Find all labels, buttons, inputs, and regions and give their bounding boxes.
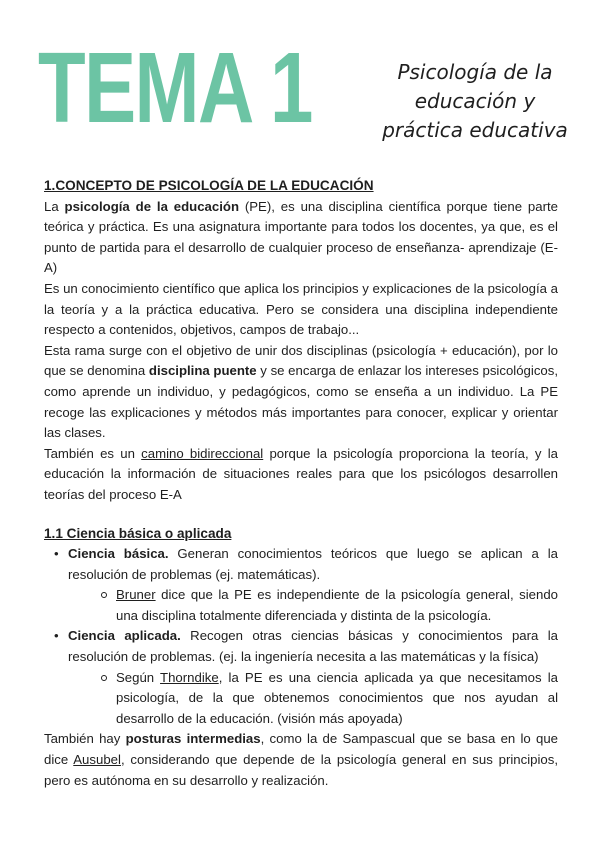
text-span: Recogen otras ciencias básicas y conocimientos para la resolución de problemas. (ej. la ingeniería necesita a las matemáticas y la física) [68,628,559,665]
paragraph-bidirectional [44,444,558,506]
page-header [0,0,600,160]
text-span: También es un [44,445,142,461]
text-span: , la PE es una ciencia aplicada ya que necesitamos la psicología, de la que obtenemos conocimientos que nos ayudan al desarrollo de la educación. (visión más apoyada) [116,669,558,726]
tema-subtitle [360,58,590,145]
paragraph-intermediate-positions [44,729,558,791]
text-span: porque la psicología proporciona la teoría, y la educación la información de situaciones reales para que los psicólogos desarrollen teorías del proceso E-A [44,445,558,502]
text-span: , considerando que depende de la psicología general en sus principios, pero es autónoma en su desarrollo y realización. [44,752,558,788]
text-span: , como la de Sampascual que se basa en lo que dice [44,731,559,768]
text-span: (PE), es una disciplina científica porque tiene parte teórica y práctica. Es una asignatura importante para todos los docentes, ya que, es el punto de partida para el desarrollo de cualquier proceso de enseñanza- aprendizaje (E-A) [44,198,558,276]
subtitle-line-2: educación y [414,89,536,113]
text-span: La [44,198,65,214]
paragraph-scientific-knowledge: Es un conocimiento científico que aplica los principios y explicaciones de la psicología a la teoría y a la práctica educativa. Pero se considera una disciplina independiente respecto a contenidos, objetivos, campos de trabajo... [44,280,558,338]
underlined-term: camino bidireccional [141,445,264,461]
underlined-term: Thorndike [160,669,219,685]
sub-list-item [68,668,558,730]
bullet-list [44,544,558,729]
bold-term: disciplina puente [148,363,257,379]
section-heading-1-1: 1.1 Ciencia básica o aplicada [44,525,232,541]
paragraph-bridge-discipline [44,341,558,444]
sub-list [68,668,558,730]
list-item [44,626,558,729]
bold-term: posturas intermedias [125,731,261,747]
text-span: Según [116,669,161,685]
subtitle-line-1: Psicología de la [397,60,553,84]
underlined-term: Bruner [116,587,156,603]
text-span: y se encarga de enlazar los intereses psicológicos, como aprende un individuo, y pedagógicos, como se enseña a un individuo. La PE recoge las explicaciones y métodos más importantes para conocer, explicar y orientar las clases. [44,363,559,441]
list-item [44,544,558,626]
subtitle-line-3: práctica educativa [382,118,568,142]
bold-term: Ciencia aplicada. [68,628,181,644]
text-span: También hay [44,731,126,747]
text-span: Esta rama surge con el objetivo de unir dos disciplinas (psicología + educación), por lo que se denomina [44,342,558,379]
sub-list-item [68,585,558,626]
bold-term: Ciencia básica. [68,546,169,562]
text-span: Generan conocimientos teóricos que luego se aplican a la resolución de problemas (ej. matemáticas). [68,546,558,582]
underlined-term: Ausubel [73,752,121,768]
document-body [44,176,558,791]
paragraph-definition [44,197,558,279]
text-span: dice que la PE es independiente de la psicología general, siendo una disciplina totalmente diferenciada y distinta de la psicología. [116,587,558,623]
sub-list [68,585,558,626]
section-heading-1: 1.CONCEPTO DE PSICOLOGÍA DE LA EDUCACIÓN [44,178,374,193]
bold-term: psicología de la educación [64,198,239,214]
tema-title: TEMA 1 [38,32,312,144]
